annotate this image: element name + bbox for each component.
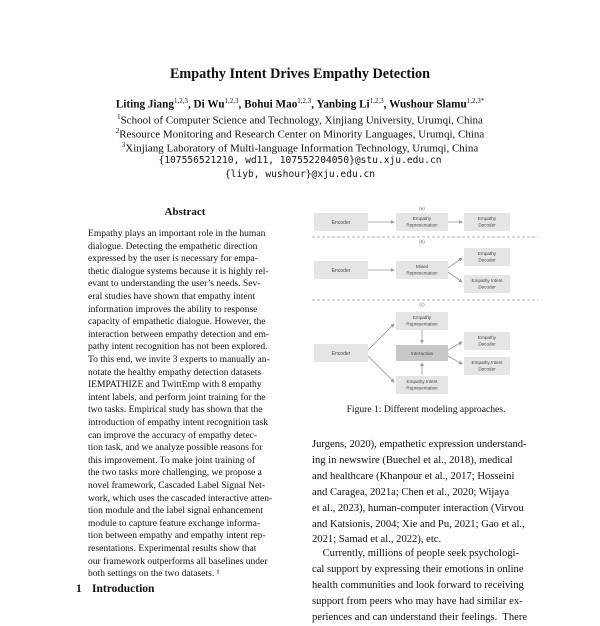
right-column-line: and Caragea, 2021a; Chen et al., 2020; Wijaya: [312, 486, 510, 498]
affiliation-1: $^1$School of Computer Science and Technology, Xinjiang University, Urumqi, China: [117, 113, 483, 127]
panel-b-rep-line2: Representation: [406, 270, 438, 276]
panel-b-dec2-line1: Empathy Intent: [471, 278, 503, 283]
right-column-line: et al., 2023), human-computer interaction (Virvou: [312, 502, 524, 514]
affiliation-2: $^2$Resource Monitoring and Research Center on Minority Languages, Urumqi, China: [115, 127, 485, 141]
abstract-line: two tasks. Empirical study has shown that the: [88, 404, 263, 416]
panel-b-label: (b): [419, 239, 425, 244]
right-column-line: and Katsionis, 2004; Xie and Pu, 2021; Gao et al.,: [312, 518, 525, 530]
abstract-line: our framework outperforms all baselines under: [88, 555, 268, 567]
abstract-line: pathy intent recognition has not been explored.: [88, 341, 268, 353]
abstract-line: the two tasks more challenging, we propose a: [88, 467, 262, 479]
section-number: 1: [76, 583, 82, 595]
abstract-line: module to capture feature exchange informa-: [88, 517, 261, 529]
right-column-line: and healthcare (Khanpour et al., 2017; Hosseini: [312, 470, 515, 482]
affiliation-3: $^3$Xinjiang Laboratory of Multi-language Information Technology, Urumqi, China: [121, 141, 479, 155]
email-line-2: {liyb, wushour}@xju.edu.cn: [224, 169, 376, 180]
panel-c-encoder: Encoder: [331, 351, 351, 357]
panel-b-rep-line1: Mixed: [415, 264, 429, 269]
right-column-para2-line: periences and can understand their feelings. There: [312, 611, 528, 623]
abstract-line: information improves the ability to response: [88, 303, 258, 315]
abstract-line: resentations. Experimental results show that: [88, 543, 257, 554]
abstract-line: dialogue. Detecting the empathetic direction: [88, 240, 258, 252]
panel-b-dec1-line1: Empathy: [477, 251, 497, 256]
right-column-para2-line: support from peers who may have had similar ex-: [312, 595, 523, 607]
right-column-line: Jurgens, 2020), empathetic expression understand-: [312, 439, 527, 450]
abstract-line: this improvement. To make joint training of: [88, 454, 255, 466]
right-column-line: 2021; Samad et al., 2022), etc.: [312, 534, 442, 546]
abstract-line: tion task, and we analyze possible reasons for: [88, 442, 263, 454]
author-affiliation-marks: 1,2,3*: [466, 97, 485, 105]
panel-a-rep-line2: Representation: [406, 222, 438, 228]
panel-c-interaction: Interaction: [410, 352, 434, 357]
author-affiliation-marks: 1,2,3: [369, 97, 384, 105]
panel-c-dec1-line1: Empathy: [477, 335, 497, 340]
abstract-line: capacity of empathetic dialogue. However, the: [88, 316, 266, 328]
panel-b-dec1-line2: Decoder: [478, 257, 496, 263]
section-title: Introduction: [92, 583, 155, 595]
abstract-line: evant to understanding the user’s needs. Sev-: [88, 278, 261, 290]
author-affiliation-marks: 1,2,3: [173, 97, 188, 105]
panel-c-rept-line2: Representation: [406, 321, 438, 327]
abstract-line: notate the healthy empathy detection datasets: [88, 366, 262, 378]
panel-a-encoder: Encoder: [331, 220, 351, 226]
right-column-para2-line: health communities and look forward to receiving: [312, 579, 524, 591]
abstract-line: eral studies have shown that empathy intent: [88, 291, 256, 302]
author-list: [0, 97, 600, 111]
abstract-line: both settings on the two datasets. ¹: [88, 568, 220, 580]
abstract-heading: Abstract: [164, 206, 206, 218]
author-separator: ,: [311, 98, 317, 111]
abstract-line: Empathy plays an important role in the human: [88, 228, 266, 239]
author-separator: ,: [383, 98, 390, 111]
right-column-para2-line: Currently, millions of people seek psychologi-: [312, 548, 520, 559]
author-name: Bohui Mao: [244, 98, 298, 111]
panel-c-dec2-line2: Decoder: [478, 366, 496, 372]
panel-c-dec2-line1: Empathy Intent: [471, 360, 503, 365]
author-name: Wushour Slamu: [389, 98, 467, 111]
author-name: Liting Jiang: [115, 98, 174, 111]
panel-c-repb-line2: Representation: [406, 385, 438, 391]
panel-b-dec2-line2: Decoder: [478, 284, 496, 290]
abstract-line: can improve the accuracy of empathy detec-: [88, 429, 258, 441]
abstract-line: novel framework, Cascaded Label Signal Net-: [88, 480, 266, 491]
author-affiliation-marks: 1,2,3: [297, 97, 312, 105]
right-column-line: ing in newswire (Buechel et al., 2018), medical: [312, 454, 513, 466]
author-separator: ,: [187, 98, 194, 111]
figure-caption: Figure 1: Different modeling approaches.: [346, 404, 506, 415]
panel-a-dec-line2: Decoder: [478, 222, 496, 228]
panel-c-dec1-line2: Decoder: [478, 341, 496, 347]
right-column-para2-line: cal support by expressing their emotions in online: [312, 563, 524, 575]
panel-c-repb-line1: Empathy Intent: [406, 379, 438, 384]
panel-a-dec-line1: Empathy: [477, 216, 497, 221]
author-separator: ,: [238, 98, 245, 111]
author-affiliation-marks: 1,2,3: [224, 97, 239, 105]
abstract-line: To this end, we invite 3 experts to manually an-: [88, 354, 270, 365]
abstract-line: expressed by the user is necessary for empa-: [88, 253, 258, 265]
abstract-line: tion between empathy and empathy intent rep-: [88, 530, 266, 542]
abstract-line: tion module and the label signal enhancement: [88, 505, 263, 517]
panel-b-encoder: Encoder: [331, 268, 351, 274]
panel-c-label: (c): [419, 302, 425, 307]
abstract-line: intent labels, and perform joint training for the: [88, 391, 266, 403]
abstract-line: introduction of empathy intent recognition task: [88, 417, 269, 428]
author-name: Yanbing Li: [316, 98, 370, 111]
panel-a-label: (a): [419, 206, 425, 211]
abstract-line: IEMPATHIZE and TwittEmp with 8 empathy: [88, 379, 262, 391]
abstract-line: work, which uses the cascaded interactive atten-: [88, 492, 273, 504]
paper-title: Empathy Intent Drives Empathy Detection: [169, 66, 431, 82]
panel-c-rept-line1: Empathy: [412, 315, 432, 320]
abstract-line: interaction between empathy detection and em-: [88, 328, 270, 340]
email-line-1: {107556521210, wd11, 107552204050}@stu.xju.edu.cn: [158, 155, 442, 166]
panel-a-rep-line1: Empathy: [412, 216, 432, 221]
author-name: Di Wu: [193, 98, 225, 111]
modeling-figure: [312, 206, 538, 416]
abstract-line: thetic dialogue systems because it is highly rel-: [88, 265, 269, 277]
